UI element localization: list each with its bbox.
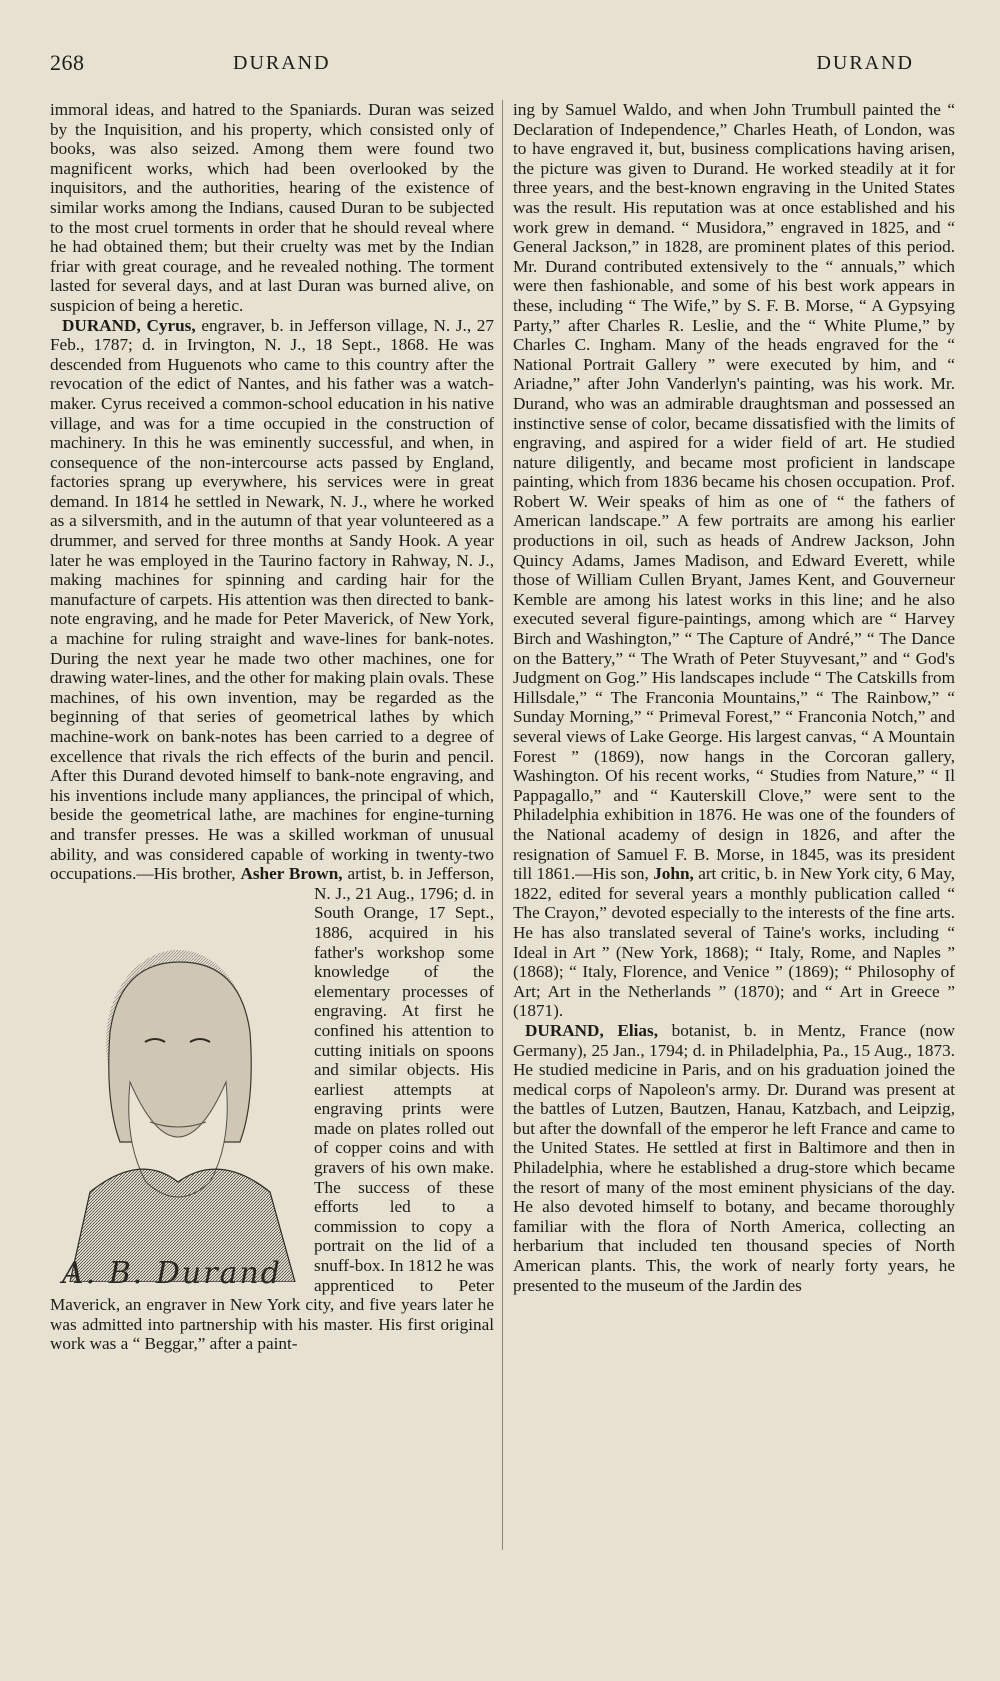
cyrus-durand-text: engraver, b. in Jefferson village, N. J., 27 Feb., 1787; d. in Irvington, N. J., 18 Sept., 1868. He was descended from Huguenots who came to this country after the revocation of the edict of Nantes, and his father was a watch-maker. Cyrus received a common-school education in his native village, and was for a time occupied in the construction of machinery. In this he was eminently successful, and when, in consequence of the non-intercourse acts passed by England, factories sprang up everywhere, his services were in great demand. In 1814 he settled in Newark, N. J., where he worked as a silversmith, and in the autumn of that year volunteered as a drummer, and served for three months at Sandy Hook. A year later he was employed in the Taurino factory in Rahway, N. J., making machines for spinning and carding hair for the manufacture of carpets. His attention was then directed to bank-note engraving, and he made for Peter Maverick, of New York, a machine for ruling straight and wave-lines for bank-notes. During the next year he made two other machines, one for drawing water-lines, and the other for making plain ovals. These machines, of his own invention, may be regarded as the beginning of that series of geometrical lathes by which machine-work on bank-notes has been carried to a degree of excellence that rivals the rich effects of the burin and pencil. After this Durand devoted himself to bank-note engraving, and his inventions include many appliances, the principal of which, beside the geometrical lathe, are machines for engine-turning and transfer presses. He was a skilled workman of unusual ability, and was considered capable of working in twenty-two occupations.—His brother, — [50, 315, 494, 884]
portrait-engraving — [50, 892, 302, 1291]
right-column — [513, 100, 955, 1295]
portrait-image — [50, 892, 302, 1291]
signature-image: A. B. Durand — [62, 1255, 282, 1291]
asher-brown-name: Asher Brown, — [240, 864, 343, 884]
right-running-head: DURAND — [816, 52, 914, 74]
page-number: 268 — [50, 50, 85, 75]
john-durand-name: John, — [653, 864, 694, 884]
john-durand-text: art critic, b. in New York city, 6 May, 1822, edited for several years a monthly publication called “ The Crayon,” devoted especially to the interests of the fine arts. He has also translated several of Taine's works, including “ Ideal in Art ” (New York, 1868); “ Italy, Rome, and Naples ” (1868); “ Italy, Florence, and Venice ” (1869); “ Philosophy of Art; Art in the Netherlands ” (1870); and “ Art in Greece ” (1871). — [513, 864, 956, 1021]
cyrus-durand-entry — [50, 316, 494, 1354]
asher-durand-continued — [513, 100, 955, 1021]
left-running-head: DURAND — [233, 52, 331, 74]
duran-paragraph-end: immoral ideas, and hatred to the Spaniards. Duran was seized by the Inquisition, and his property, which consisted only of books, was also seized. Among them were found two magnificent works, which had been overlooked by the inquisitors, and the authorities, hearing of the existence of similar works among the Indians, caused Duran to be subjected to the most cruel torments in order that he should reveal where he had obtained them; but their cruelty was met by the Indian friar with great courage, and he revealed nothing. The torment lasted for several days, and at last Duran was burned alive, on suspicion of being a heretic. — [50, 100, 494, 315]
asher-brown-text-intro: artist, b. in Jefferson, N. J., 21 Aug., 1796; d. in South Orange, 17 Sept., 1886, acquired in his father's workshop some knowledge of the elementary processes of engraving. At first he confined his attention to cutting initials on spoons and similar objects. His earliest attempts at engraving prints were made on plates rolled out of copper coins and with gravers of his own make. The success of these efforts led to a commission to copy a portrait on the lid of a snuff-box. In 1812 he was apprenticed to Peter Maverick, an engraver in New York city, and five years later he was admitted into partnership with his master. His first original work was a “ Beggar,” after a paint- — [50, 864, 495, 1354]
column-rule — [502, 100, 503, 1550]
cyrus-durand-headword: DURAND, Cyrus, — [62, 315, 196, 335]
page-header — [50, 50, 950, 80]
left-column — [50, 100, 494, 1354]
elias-durand-entry — [513, 1021, 955, 1295]
elias-durand-text: botanist, b. in Mentz, France (now Germany), 25 Jan., 1794; d. in Philadelphia, Pa., 15 Aug., 1873. He studied medicine in Paris, and on his graduation joined the medical corps of Napoleon's army. Dr. Durand was present at the battles of Lutzen, Bautzen, Hanau, Katzbach, and Leipzig, but after the downfall of the emperor he left France and came to the United States. He settled at first in Baltimore and then in Philadelphia, where he established a drug-store which became the resort of many of the most eminent physicians of the day. He also devoted himself to botany, and became thoroughly familiar with the flora of North America, collecting an herbarium that included ten thousand species of North American plants. This, the work of nearly forty years, he presented to the museum of the Jardin des — [513, 1020, 955, 1295]
elias-durand-headword: DURAND, Elias, — [525, 1020, 658, 1040]
asher-durand-text: ing by Samuel Waldo, and when John Trumbull painted the “ Declaration of Independence,” Charles Heath, of London, was to have engraved it, but, business complications having arisen, the picture was given to Durand. He worked steadily at it for three years, and the best-known engraving in the United States was the result. His reputation was at once established and his work grew in demand. “ Musidora,” engraved in 1825, and “ General Jackson,” in 1828, are prominent plates of this period. Mr. Durand contributed extensively to the “ annuals,” which were then fashionable, and some of his best work appears in these, including “ The Wife,” by S. F. B. Morse, “ A Gypsying Party,” after Charles R. Leslie, and the “ White Plume,” by Charles C. Ingham. Many of the heads engraved for the “ National Portrait Gallery ” were executed by him, and “ Ariadne,” after John Vanderlyn's painting, was his work. Mr. Durand, who was an admirable draughtsman and possessed an instinctive sense of color, became dissatisfied with the limits of engraving, and aspired for a wider field of art. He studied nature diligently, and became most proficient in landscape painting, which from 1836 became his chosen occupation. Prof. Robert W. Weir speaks of him as one of “ the fathers of American landscape.” A few portraits are among his earlier productions in oil, such as heads of Andrew Jackson, John Quincy Adams, James Madison, and Edward Everett, while those of William Cullen Bryant, James Kent, and Gouverneur Kemble are among his latest works in this line; and he also executed several figure-paintings, among which are “ Harvey Birch and Washington,” “ The Capture of André,” “ The Dance on the Battery,” “ The Wrath of Peter Stuyvesant,” and “ God's Judgment on Gog.” His landscapes include “ The Catskills from Hillsdale,” “ The Franconia Mountains,” “ The Rainbow,” “ Sunday Morning,” “ Primeval Forest,” “ Franconia Notch,” and several views of Lake George. His largest canvas, “ A Mountain Forest ” (1869), now hangs in the Corcoran gallery, Washington. Of his recent works, “ Studies from Nature,” “ Il Pappagallo,” and “ Kauterskill Clove,” were sent to the Philadelphia exhibition in 1876. He was one of the founders of the National academy of design in 1826, and after the resignation of Samuel F. B. Morse, in 1845, was its president till 1861.—His son, — [513, 100, 955, 884]
